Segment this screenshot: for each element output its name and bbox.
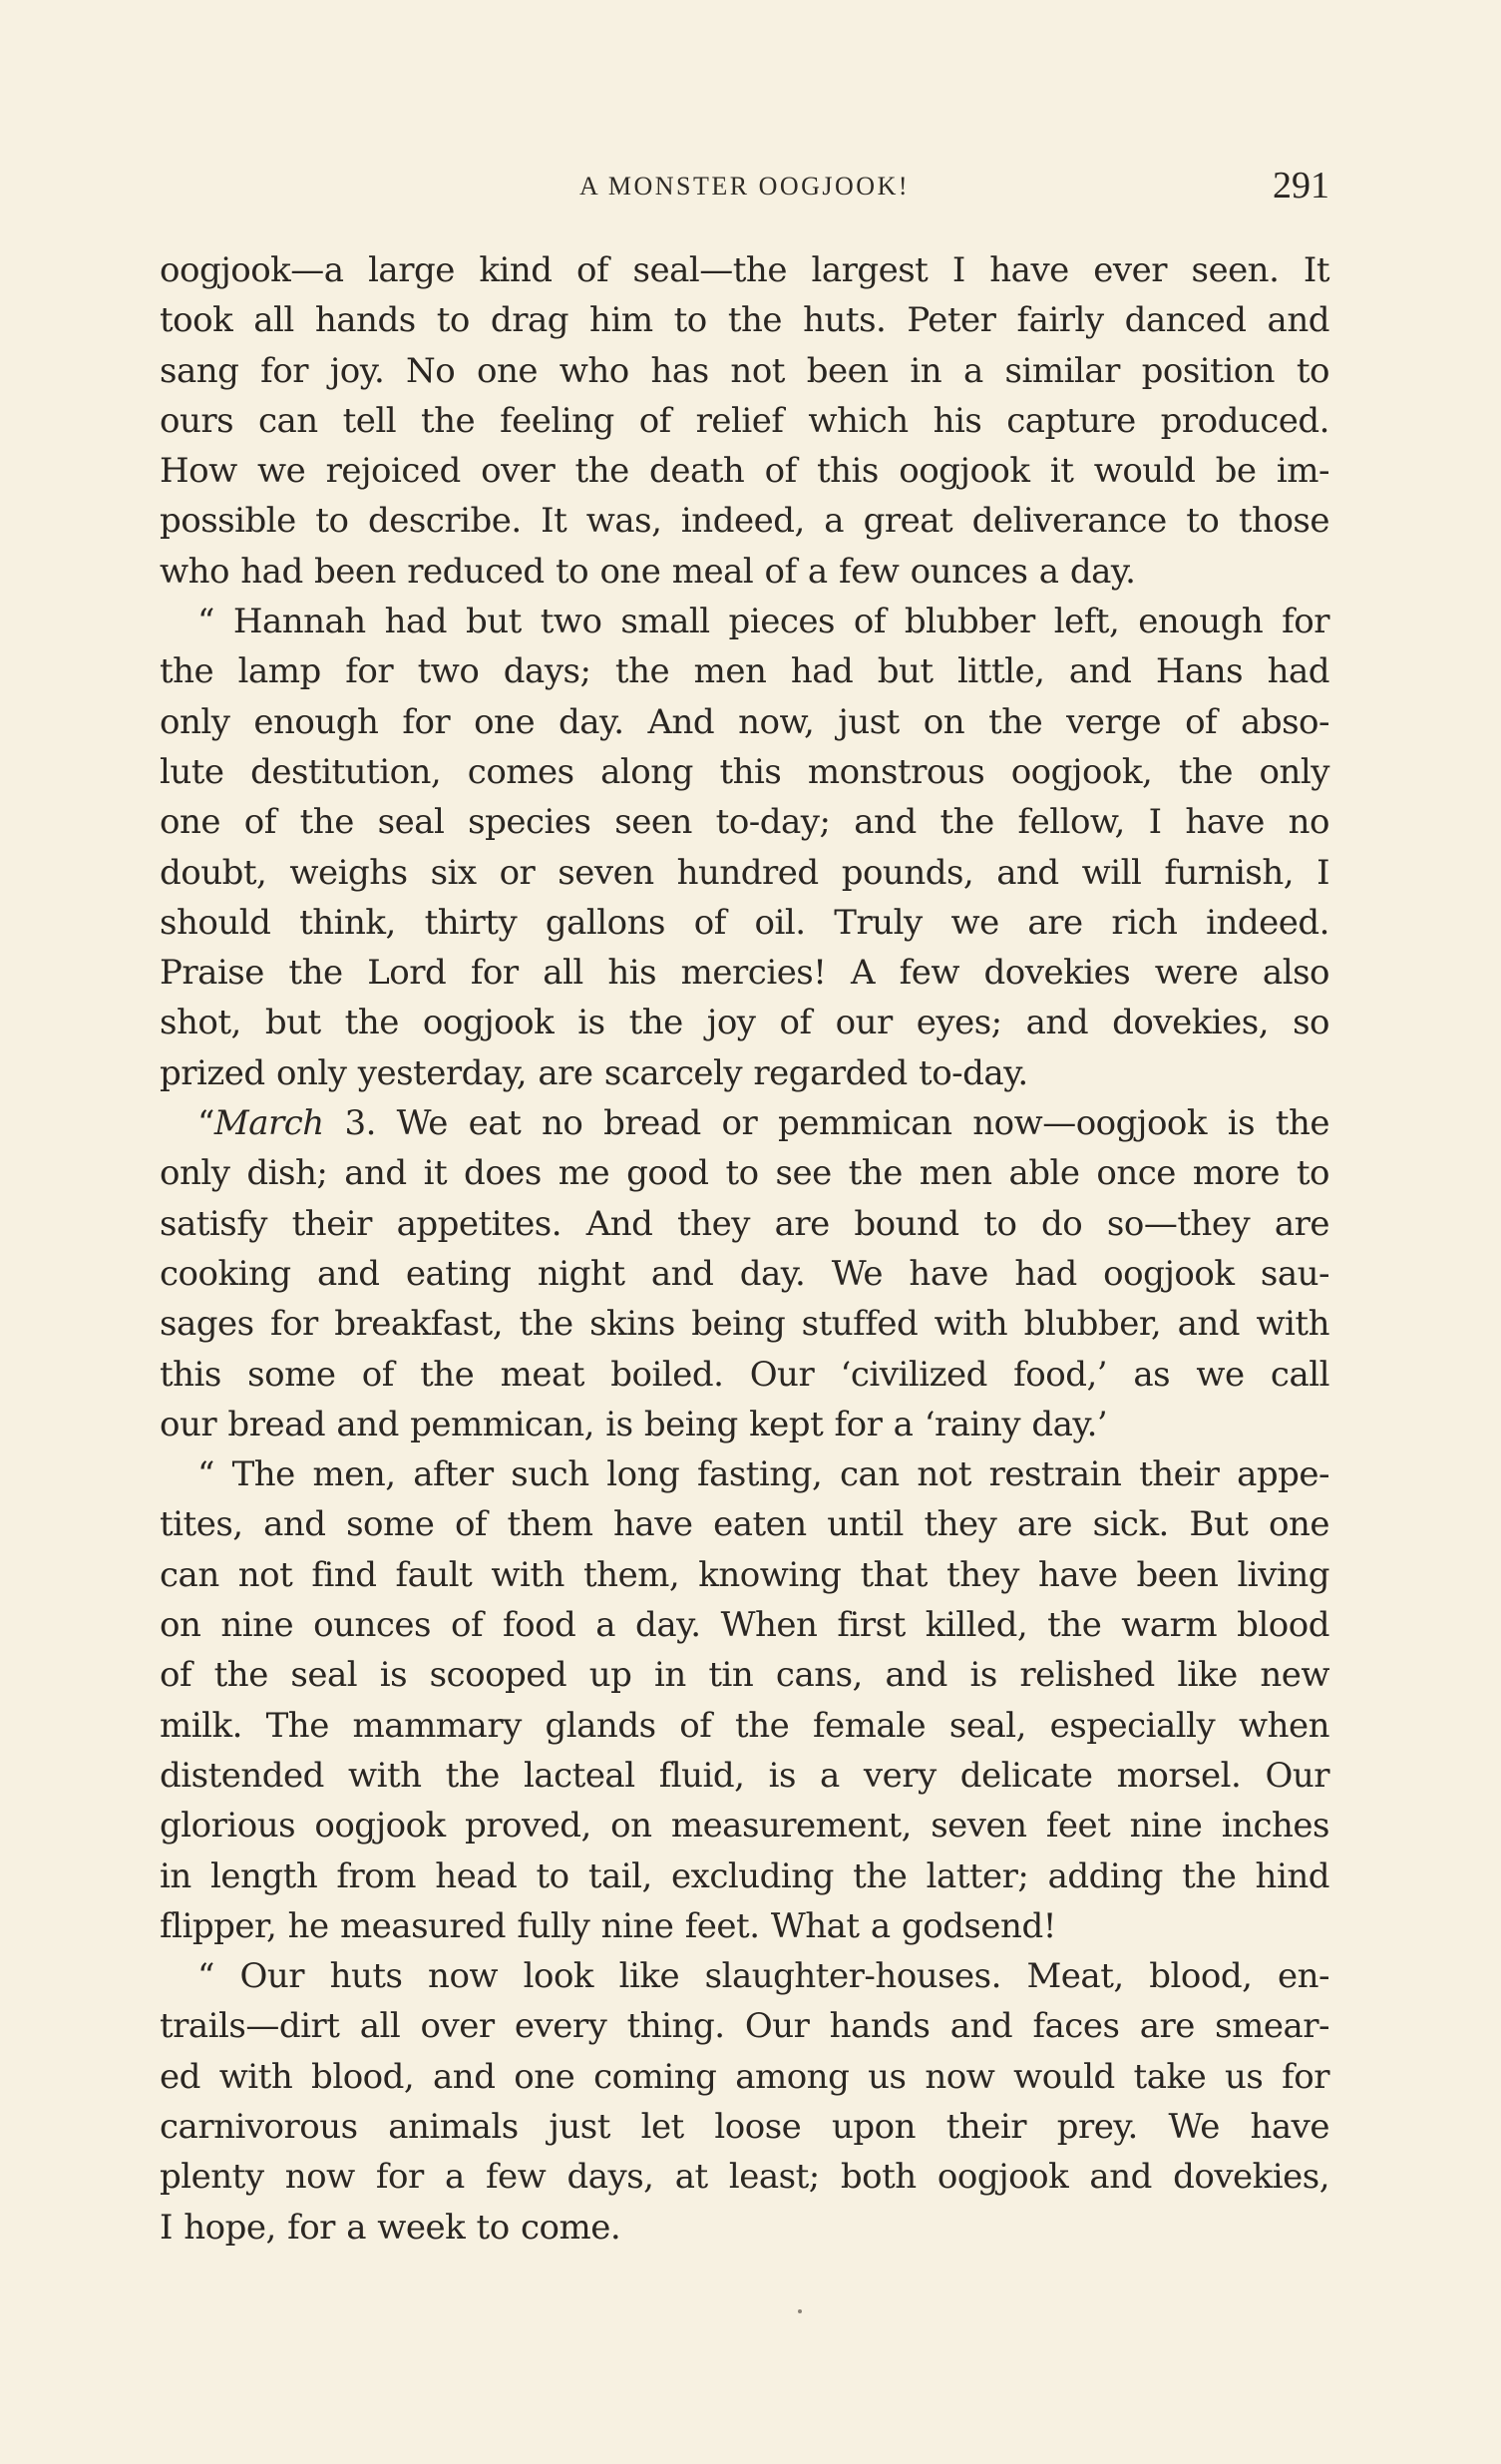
text-line: of the seal is scooped up in tin cans, and is relished like new [160,1655,1329,1696]
text-line: glorious oogjook proved, on measurement, seven feet nine inches [160,1806,1329,1847]
text-line: shot, but the oogjook is the joy of our eyes; and dovekies, so [160,1003,1329,1043]
text-line: in length from head to tail, excluding the latter; adding the hind [160,1855,1329,1896]
text-line: possible to describe. It was, indeed, a great deliverance to those [160,501,1329,542]
text-line: doubt, weighs six or seven hundred pounds, and will furnish, I [160,852,1329,893]
text-line: tites, and some of them have eaten until they are sick. But one [160,1504,1329,1545]
text-line: prized only yesterday, are scarcely regarded to-day. [160,1052,1028,1093]
text-line: ed with blood, and one coming among us now would take us for [160,2056,1329,2097]
entry-month: March [213,1103,324,1144]
text-line: took all hands to drag him to the huts. Peter fairly danced and [160,300,1329,341]
text-line: can not find fault with them, knowing that they have been living [160,1554,1329,1595]
text-line: one of the seal species seen to-day; and the fellow, I have no [160,802,1329,843]
text-line: oogjook—a large kind of seal—the largest I have ever seen. It [160,250,1329,290]
text-line: only enough for one day. And now, just on the verge of abso- [160,701,1329,742]
text-line: sang for joy. No one who has not been in a similar position to [160,350,1329,391]
entry-text: 3. We eat no bread or pemmican now—oogjook is the [344,1103,1329,1144]
text-line: How we rejoiced over the death of this oogjook it would be im- [160,451,1329,492]
text-line: “ Our huts now look like slaughter-houses. Meat, blood, en- [197,1956,1329,1997]
text-line: only dish; and it does me good to see the men able once more to [160,1153,1329,1194]
text-line: flipper, he measured fully nine feet. What a godsend! [160,1905,1056,1946]
text-line: lute destitution, comes along this monstrous oogjook, the only [160,751,1329,792]
text-line: carnivorous animals just let loose upon their prey. We have [160,2106,1329,2147]
text-line: satisfy their appetites. And they are bound to do so—they are [160,1203,1329,1244]
text-line: trails—dirt all over every thing. Our hands and faces are smear- [160,2006,1329,2047]
text-line: should think, thirty gallons of oil. Truly we are rich indeed. [160,902,1329,943]
text-line: ours can tell the feeling of relief which his capture produced. [160,400,1329,441]
text-line: our bread and pemmican, is being kept for a ‘rainy day.’ [160,1404,1108,1444]
text-line: this some of the meat boiled. Our ‘civilized food,’ as we call [160,1354,1329,1395]
ink-speck [798,2309,802,2313]
text-line: Praise the Lord for all his mercies! A few dovekies were also [160,953,1329,994]
open-quote: “ [197,1103,214,1144]
text-line-date-entry [160,1098,1329,1148]
page-number: 291 [1273,165,1329,206]
running-title: A MONSTER OOGJOOK! [578,172,910,201]
text-line: plenty now for a few days, at least; both oogjook and dovekies, [160,2157,1329,2198]
body-text [160,245,1329,2253]
running-head [160,158,1329,217]
text-line: “ The men, after such long fasting, can not restrain their appe- [197,1454,1329,1495]
text-line: cooking and eating night and day. We have had oogjook sau- [160,1253,1329,1294]
text-line: who had been reduced to one meal of a few ounces a day. [160,551,1136,592]
text-line: milk. The mammary glands of the female seal, especially when [160,1705,1329,1746]
text-line: distended with the lacteal fluid, is a very delicate morsel. Our [160,1755,1329,1796]
text-line: sages for breakfast, the skins being stuffed with blubber, and with [160,1304,1329,1345]
text-line: “ Hannah had but two small pieces of blubber left, enough for [197,602,1329,642]
text-line: I hope, for a week to come. [160,2207,621,2248]
text-line: the lamp for two days; the men had but little, and Hans had [160,651,1329,692]
text-line: on nine ounces of food a day. When first killed, the warm blood [160,1605,1329,1646]
